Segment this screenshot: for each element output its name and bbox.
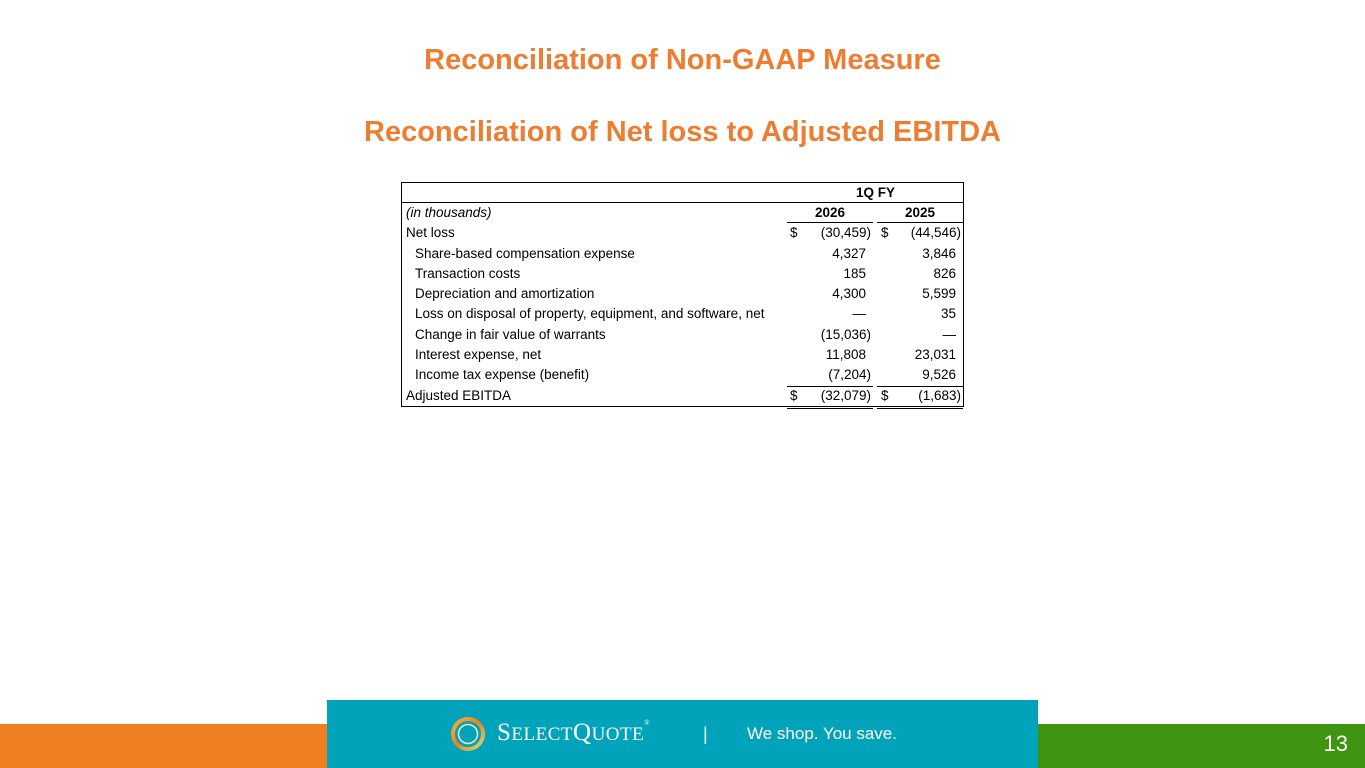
dollar-sign: $ xyxy=(790,225,798,241)
table-row-depreciation xyxy=(402,284,963,304)
row-label: Net loss xyxy=(406,225,455,241)
value-2026: (15,036) xyxy=(820,326,871,342)
year-header-row xyxy=(402,203,963,223)
row-label: Share-based compensation expense xyxy=(415,245,635,261)
table-row-interest-expense xyxy=(402,345,963,365)
double-underline xyxy=(877,406,963,409)
dollar-sign: $ xyxy=(881,387,889,403)
double-underline xyxy=(787,406,873,409)
value-2025: 23,031 xyxy=(914,347,956,363)
table-row-loss-on-disposal xyxy=(402,304,963,324)
footer-tagline: We shop. You save. xyxy=(747,724,897,743)
value-2025: 826 xyxy=(933,265,956,281)
year-2026-header: 2026 xyxy=(814,205,846,220)
footer-separator: | xyxy=(703,724,708,744)
dollar-sign: $ xyxy=(790,387,798,403)
period-header-row xyxy=(402,183,963,203)
value-2026: (30,459) xyxy=(820,225,871,241)
slide-subtitle: Reconciliation of Net loss to Adjusted EBITDA xyxy=(364,116,1001,148)
value-2026: 11,808 xyxy=(825,347,866,363)
value-2026: (32,079) xyxy=(820,387,871,403)
value-2025: 3,846 xyxy=(922,245,956,261)
table-row-adjusted-ebitda xyxy=(402,386,963,406)
row-label: Change in fair value of warrants xyxy=(415,326,606,342)
value-2026: 4,327 xyxy=(832,245,866,261)
row-label: Interest expense, net xyxy=(415,347,542,363)
row-label: Loss on disposal of property, equipment, and software, net xyxy=(415,306,765,322)
page-number: 13 xyxy=(1323,731,1348,756)
units-label: (in thousands) xyxy=(406,205,492,220)
value-2025: 5,599 xyxy=(922,286,956,302)
row-label: Adjusted EBITDA xyxy=(406,387,512,403)
table-row-warrants xyxy=(402,325,963,345)
selectquote-logo-icon xyxy=(450,716,486,752)
table-row-net-loss xyxy=(402,223,963,243)
row-label: Income tax expense (benefit) xyxy=(415,367,590,383)
value-2026: — xyxy=(852,306,866,322)
reconciliation-table xyxy=(401,182,964,407)
value-2026: 4,300 xyxy=(832,286,866,302)
value-2025: — xyxy=(942,326,956,342)
table-row-income-tax xyxy=(402,365,963,385)
value-2025: 35 xyxy=(940,306,956,322)
row-label: Depreciation and amortization xyxy=(415,286,595,302)
table-row-share-based-comp xyxy=(402,244,963,264)
slide-title: Reconciliation of Non-GAAP Measure xyxy=(424,44,941,76)
value-2025: (1,683) xyxy=(918,387,961,403)
value-2026: 185 xyxy=(843,265,866,281)
value-2025: 9,526 xyxy=(922,367,956,383)
table-row-transaction-costs xyxy=(402,264,963,284)
dollar-sign: $ xyxy=(881,225,889,241)
year-2025-header: 2025 xyxy=(904,205,936,220)
value-2025: (44,546) xyxy=(910,225,961,241)
value-2026: (7,204) xyxy=(828,367,871,383)
brand-wordmark: SELECTQUOTE® xyxy=(497,719,651,746)
footer-green-band xyxy=(1036,724,1365,768)
footer-orange-band xyxy=(0,724,330,768)
period-header: 1Q FY xyxy=(855,185,895,200)
footer-teal-band xyxy=(327,700,1038,768)
row-label: Transaction costs xyxy=(415,265,521,281)
